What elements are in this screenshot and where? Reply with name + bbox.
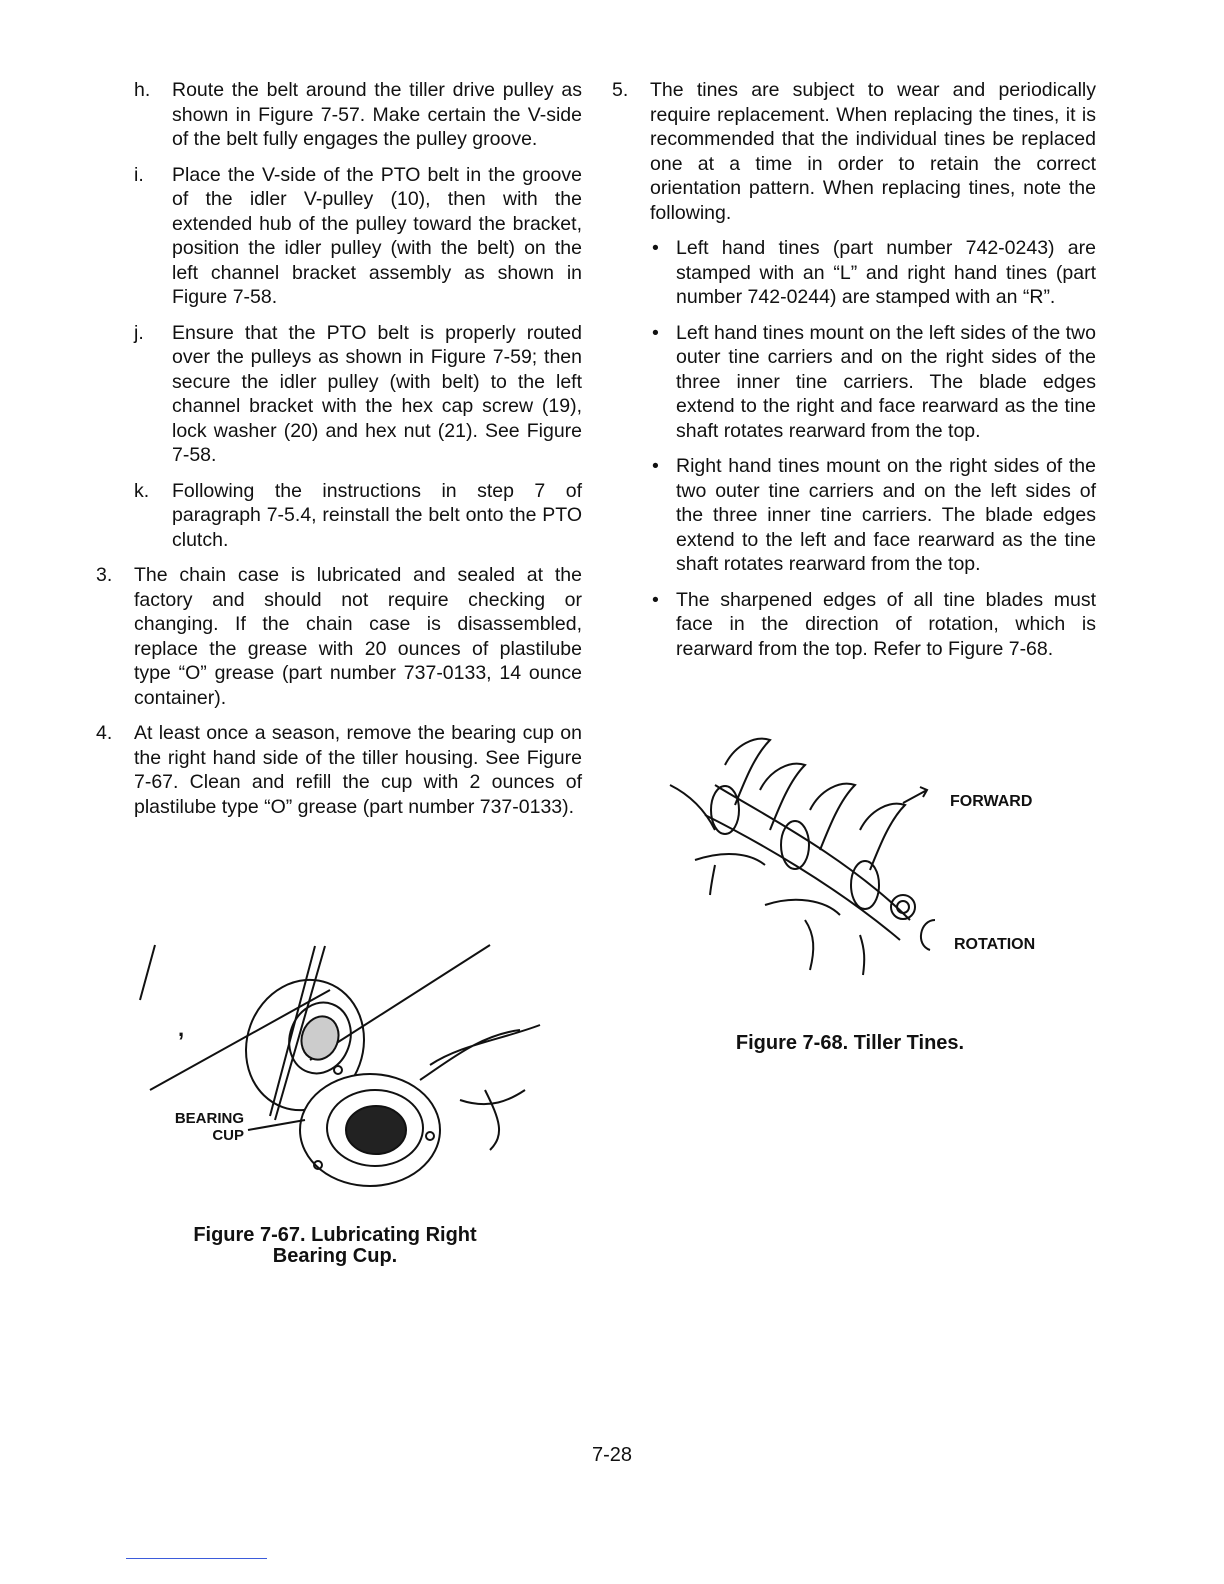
- sub-item-text: Route the belt around the tiller drive pulley as shown in Figure 7-57. Make certain the V-side of the belt fully engages the pulley groove.: [172, 79, 582, 150]
- bullet-icon: •: [652, 588, 659, 611]
- tiller-tines-illustration: [665, 735, 955, 980]
- svg-text:,: ,: [178, 1016, 185, 1041]
- bearing-cup-illustration: [130, 940, 560, 1210]
- sub-item-text: Place the V-side of the PTO belt in the groove of the idler V-pulley (10), then with the extended hub of the pulley toward the bracket, position the idler pulley (with the belt) on the left channel bracket assembly as shown in Figure 7-58.: [172, 163, 582, 308]
- sub-item-label: h.: [134, 79, 151, 101]
- bearing-cup-label: [172, 1110, 244, 1144]
- bullet-item: [650, 236, 1096, 310]
- sub-item-list: [134, 78, 582, 552]
- bearing-label-line1: BEARING: [174, 1110, 244, 1127]
- right-column: [612, 78, 1096, 672]
- bullet-icon: •: [652, 321, 659, 344]
- step-label: 5.: [612, 79, 629, 101]
- bullet-item: [650, 454, 1096, 577]
- bullet-text: Left hand tines (part number 742-0243) are stamped with an “L” and right hand tines (part number 742-0244) are stamped with an “R”.: [676, 237, 1096, 308]
- sub-item-label: j.: [134, 321, 144, 344]
- step-4: [96, 721, 582, 819]
- sub-item-j: [134, 321, 582, 468]
- step-3: [96, 563, 582, 710]
- step-text: The chain case is lubricated and sealed at the factory and should not require checking or changing. If the chain case is disassembled, replace the grease with 20 ounces of plastilube type “O” grease (part number 737-0133, 14 ounce container).: [134, 564, 582, 709]
- step-label: 4.: [96, 722, 113, 744]
- left-column: [96, 78, 582, 830]
- step-text: The tines are subject to wear and periodically require replacement. When replacing the tines, it is recommended that the individual tines be replaced one at a time in order to retain the correct orientation pattern. When replacing tines, note the following.: [650, 79, 1096, 224]
- bullet-icon: •: [652, 455, 659, 477]
- sub-item-text: Following the instructions in step 7 of paragraph 7-5.4, reinstall the belt onto the PTO clutch.: [172, 479, 582, 551]
- bullet-icon: •: [652, 237, 659, 259]
- bullet-text: The sharpened edges of all tine blades must face in the direction of rotation, which is rearward from the top. Refer to Figure 7-68.: [676, 588, 1096, 660]
- caption-line2: Bearing Cup.: [272, 1245, 398, 1267]
- step-5: [612, 78, 1096, 225]
- sub-item-k: [134, 479, 582, 553]
- forward-label: FORWARD: [950, 793, 1033, 810]
- sub-item-label: i.: [134, 163, 144, 186]
- rotation-label: ROTATION: [954, 936, 1036, 953]
- step-text: At least once a season, remove the bearing cup on the right hand side of the tiller housing. See Figure 7-67. Clean and refill the cup with 2 ounces of plastilube type “O” grease (part number 737-0133).: [134, 722, 582, 818]
- figure-7-67-caption: [150, 1225, 520, 1267]
- bullet-text: Left hand tines mount on the left sides of the two outer tine carriers and on the right sides of the three inner tine carriers. The blade edges extend to the right and face rearward as the tine shaft rotates rearward from the top.: [676, 321, 1096, 442]
- step-label: 3.: [96, 564, 113, 586]
- page-number: 7-28: [591, 1444, 633, 1466]
- sub-item-label: k.: [134, 479, 150, 502]
- footer-rule: [126, 1558, 267, 1559]
- bullet-item: [650, 321, 1096, 444]
- caption-line1: Figure 7-67. Lubricating Right: [193, 1224, 477, 1246]
- figure-7-68-caption: Figure 7-68. Tiller Tines.: [735, 1032, 965, 1054]
- bearing-label-line2: CUP: [212, 1127, 244, 1144]
- sub-item-i: [134, 163, 582, 310]
- bullet-text: Right hand tines mount on the right sides of the two outer tine carriers and on the left sides of the three inner tine carriers. The blade edges extend to the left and face rearward as the tine shaft rotates rearward from the top.: [676, 455, 1096, 575]
- sub-item-text: Ensure that the PTO belt is properly routed over the pulleys as shown in Figure 7-59; then secure the idler pulley (with belt) to the left channel bracket with the hex cap screw (19), lock washer (20) and hex nut (21). See Figure 7-58.: [172, 321, 582, 466]
- bullet-item: [650, 588, 1096, 662]
- sub-item-h: [134, 78, 582, 152]
